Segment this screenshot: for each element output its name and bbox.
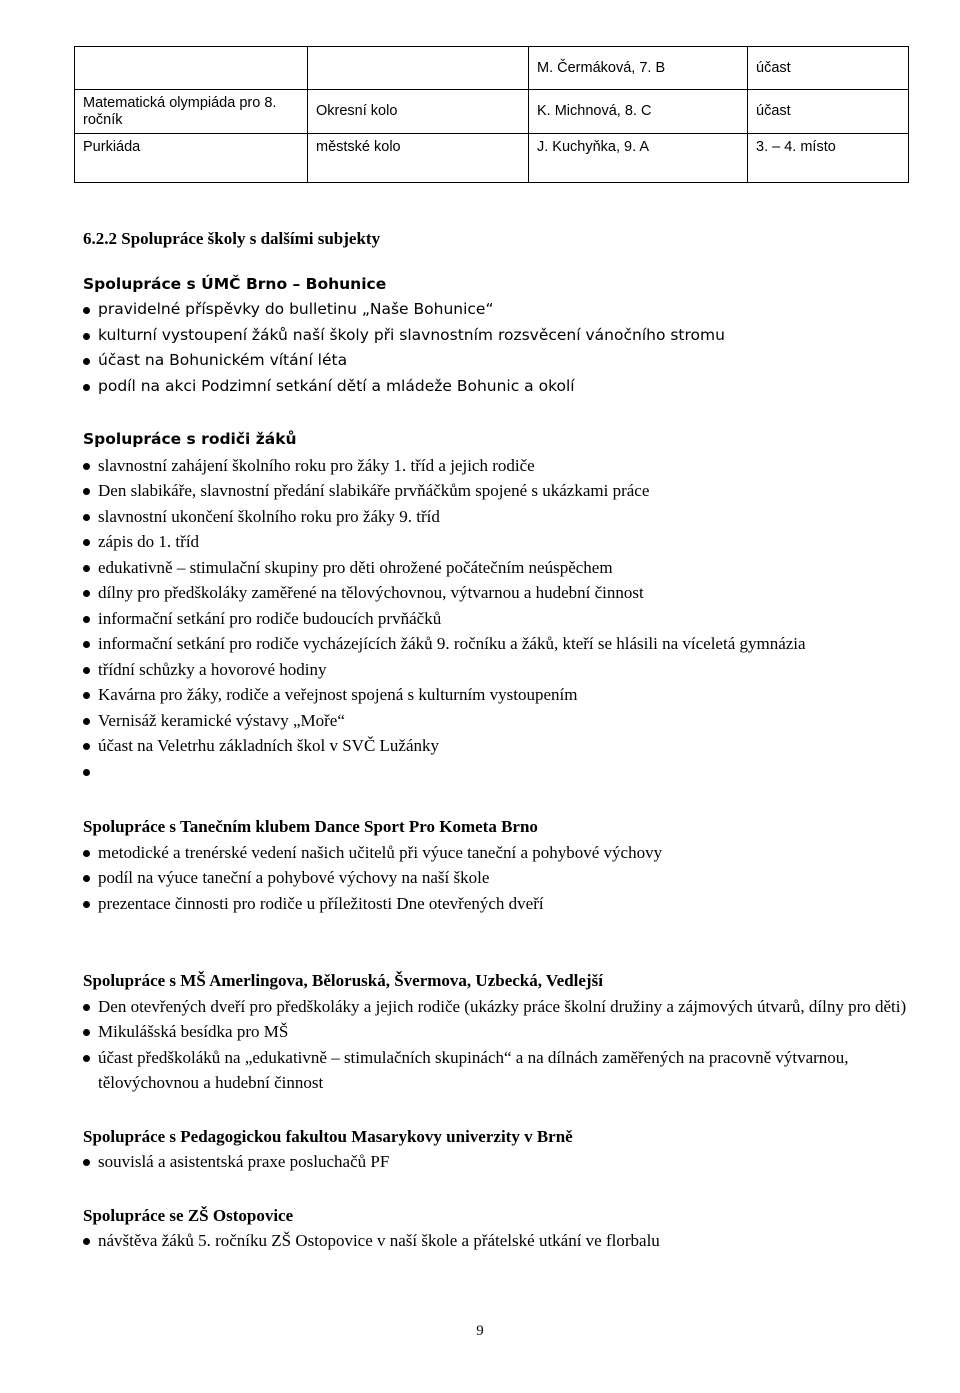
list-item: slavnostní zahájení školního roku pro žáky 1. tříd a jejich rodiče (83, 453, 923, 479)
table-cell: účast (748, 90, 909, 134)
block-heading: Spolupráce s ÚMČ Brno – Bohunice (83, 274, 387, 293)
list-item: dílny pro předškoláky zaměřené na tělovýchovnou, výtvarnou a hudební činnost (83, 580, 923, 606)
block-heading: Spolupráce s MŠ Amerlingova, Běloruská, Švermova, Uzbecká, Vedlejší (83, 971, 603, 990)
bullet-list (83, 453, 923, 785)
list-item: Vernisáž keramické výstavy „Moře“ (83, 708, 923, 734)
table-cell: městské kolo (308, 134, 529, 183)
list-item: kulturní vystoupení žáků naší školy při slavnostním rozsvěcení vánočního stromu (83, 323, 923, 349)
block-kindergartens (83, 968, 923, 1096)
block-umc-bohunice (83, 272, 923, 400)
list-item: účast na Bohunickém vítání léta (83, 348, 923, 374)
table-cell: K. Michnová, 8. C (529, 90, 748, 134)
table-cell: J. Kuchyňka, 9. A (529, 134, 748, 183)
list-item: pravidelné příspěvky do bulletinu „Naše Bohunice“ (83, 297, 923, 323)
block-dance-club (83, 814, 923, 916)
table-cell: účast (748, 47, 909, 90)
block-heading: Spolupráce s rodiči žáků (83, 430, 297, 448)
list-item: zápis do 1. tříd (83, 529, 923, 555)
block-heading: Spolupráce s Tanečním klubem Dance Sport Pro Kometa Brno (83, 817, 538, 836)
table-cell: Matematická olympiáda pro 8. ročník (75, 90, 308, 134)
list-item: účast na Veletrhu základních škol v SVČ Lužánky (83, 733, 923, 759)
table-row (75, 134, 909, 183)
document-body (83, 226, 923, 1282)
page-number: 9 (476, 1323, 484, 1339)
bullet-list (83, 840, 923, 917)
list-item: informační setkání pro rodiče vycházejících žáků 9. ročníku a žáků, kteří se hlásili na víceletá gymnázia (83, 631, 923, 657)
block-pedagogical-faculty (83, 1124, 923, 1175)
list-item: prezentace činnosti pro rodiče u příležitosti Dne otevřených dveří (83, 891, 923, 917)
list-item: podíl na akci Podzimní setkání dětí a mládeže Bohunic a okolí (83, 374, 923, 400)
bullet-list (83, 297, 923, 399)
block-heading: Spolupráce se ZŠ Ostopovice (83, 1205, 294, 1225)
table-row (75, 47, 909, 90)
table-cell: Okresní kolo (308, 90, 529, 134)
section-title: 6.2.2 Spolupráce školy s dalšími subjekty (83, 229, 381, 248)
block-parents (83, 427, 923, 784)
results-table (74, 46, 909, 183)
block-zs-ostopovice (83, 1203, 923, 1254)
table-cell (75, 47, 308, 90)
table-cell (308, 47, 529, 90)
table-cell: Purkiáda (75, 134, 308, 183)
table-cell: M. Čermáková, 7. B (529, 47, 748, 90)
bullet-list (83, 994, 923, 1096)
list-item: Mikulášská besídka pro MŠ (83, 1019, 923, 1045)
list-item: Den slabikáře, slavnostní předání slabikáře prvňáčkům spojené s ukázkami práce (83, 478, 923, 504)
list-item: slavnostní ukončení školního roku pro žáky 9. tříd (83, 504, 923, 530)
list-item: návštěva žáků 5. ročníku ZŠ Ostopovice v naší škole a přátelské utkání ve florbalu (83, 1228, 923, 1254)
list-item: informační setkání pro rodiče budoucích prvňáčků (83, 606, 923, 632)
list-item: edukativně – stimulační skupiny pro děti ohrožené počátečním neúspěchem (83, 555, 923, 581)
list-item: metodické a trenérské vedení našich učitelů při výuce taneční a pohybové výchovy (83, 840, 923, 866)
list-item: Den otevřených dveří pro předškoláky a jejich rodiče (ukázky práce školní družiny a zájmových útvarů, dílny pro děti) (83, 994, 923, 1020)
list-item: třídní schůzky a hovorové hodiny (83, 657, 923, 683)
table-row (75, 90, 909, 134)
list-item (83, 759, 923, 785)
block-heading: Spolupráce s Pedagogickou fakultou Masarykovy univerzity v Brně (83, 1126, 573, 1146)
list-item: souvislá a asistentská praxe posluchačů PF (83, 1149, 923, 1175)
bullet-list (83, 1228, 923, 1254)
table-cell: 3. – 4. místo (748, 134, 909, 183)
bullet-list (83, 1149, 923, 1175)
list-item: Kavárna pro žáky, rodiče a veřejnost spojená s kulturním vystoupením (83, 682, 923, 708)
list-item: účast předškoláků na „edukativně – stimulačních skupinách“ a na dílnách zaměřených na pracovně výtvarnou, tělovýchovnou a hudební činnost (83, 1045, 923, 1096)
list-item: podíl na výuce taneční a pohybové výchovy na naší škole (83, 865, 923, 891)
